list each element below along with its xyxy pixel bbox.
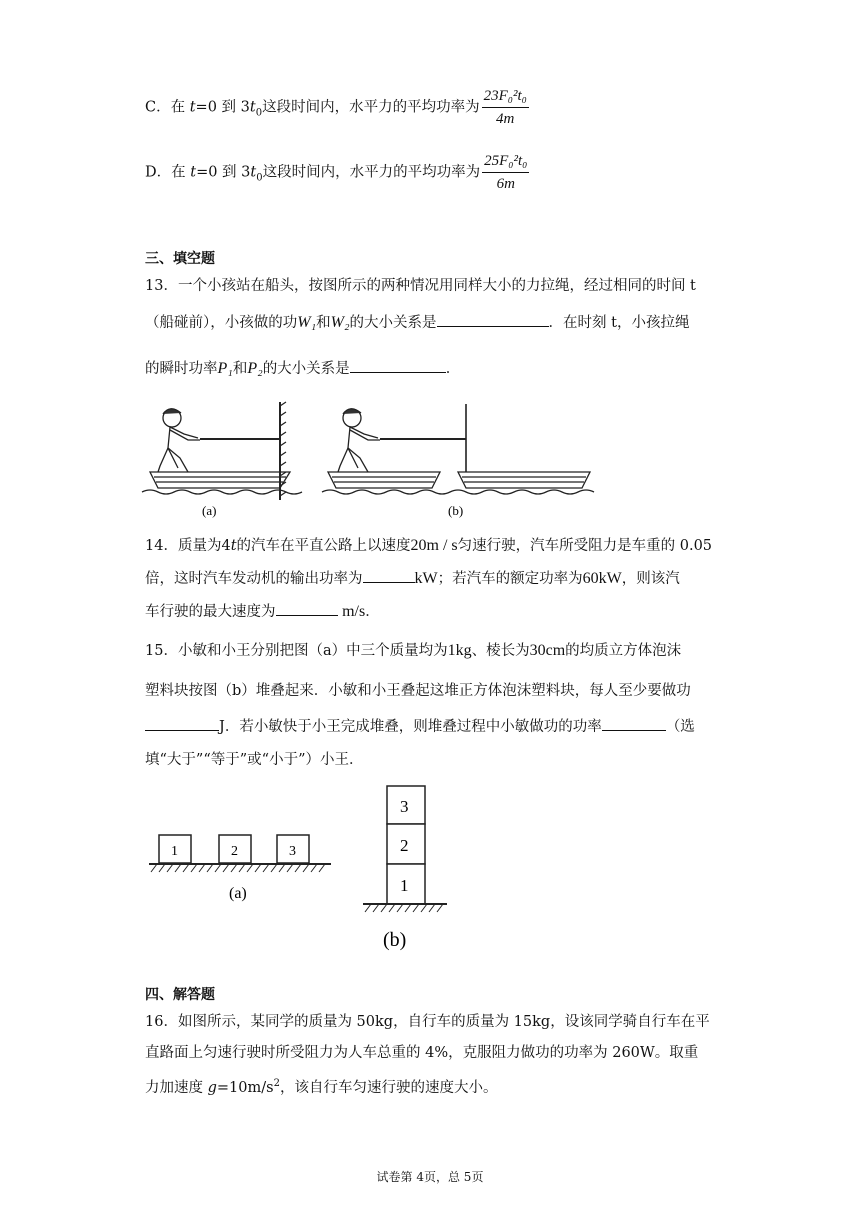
text: 倍，这时汽车发动机的输出功率为 (145, 571, 363, 587)
q15-line1 (145, 641, 717, 661)
q15-line2: 塑料块按图（b）堆叠起来．小敏和小王叠起这堆正方体泡沫塑料块，每人至少要做功 (145, 683, 691, 699)
figure-b-boy-on-boat (322, 404, 594, 494)
text: 14．质量为4 (145, 538, 231, 554)
q14-line3 (145, 601, 717, 622)
text: 的均质立方体泡沫 (565, 643, 682, 659)
q15-line3 (145, 716, 717, 737)
text: ．在时刻 t，小孩拉绳 (548, 315, 690, 331)
figure-b-label: (b) (383, 929, 407, 951)
block-label: 1 (400, 876, 409, 895)
var-g: g (207, 1079, 217, 1096)
option-c (145, 86, 717, 129)
text: 和 (316, 315, 331, 331)
text: 这段时间内，水平力的平均功率为 (262, 164, 481, 181)
q15-line4: 填“大于”“等于”或“小于”）小王． (145, 752, 364, 768)
answer-blank[interactable] (276, 601, 338, 616)
var-p1: P₁ (217, 360, 233, 377)
text: ，该自行车匀速行驶的速度大小。 (279, 1079, 498, 1096)
var-t: t (189, 99, 196, 116)
var-t: t (230, 538, 237, 554)
q16-line3 (145, 1074, 717, 1098)
text: =0 到 3 (196, 164, 251, 181)
unit: kW (414, 570, 438, 587)
q13-line2 (145, 312, 717, 333)
answer-blank[interactable] (350, 358, 446, 373)
text: 的大小关系是 (262, 361, 350, 377)
fraction (482, 151, 529, 194)
page-footer: 试卷第 4页，总 5页 (376, 1170, 484, 1184)
text: 15．小敏和小王分别把图（a）中三个质量均为 (145, 643, 448, 659)
figure-a-boy-on-boat (142, 402, 302, 500)
option-label: D．在 (145, 164, 191, 181)
fraction-denominator: 6m (496, 176, 515, 192)
subscript: 0 (256, 172, 263, 184)
text: =0 到 3 (195, 99, 250, 116)
fraction-numerator: 23F₀²t₀ (482, 86, 529, 108)
var-w2: W₂ (330, 314, 350, 331)
block-label: 3 (289, 844, 296, 859)
q13-figure (140, 396, 610, 520)
figure-a-label: (a) (202, 503, 217, 518)
text: =10m/s (216, 1079, 274, 1096)
unit: m/s (342, 603, 366, 620)
q14-line1 (145, 536, 717, 556)
text: 这段时间内，水平力的平均功率为 (262, 99, 480, 116)
text: ；若汽车的额定功率为 (437, 571, 583, 587)
figure-a-label: (a) (229, 885, 247, 902)
text: ，则该汽 (621, 571, 680, 587)
text: （选 (665, 719, 695, 735)
q13-line1: 13．一个小孩站在船头，按图所示的两种情况用同样大小的力拉绳，经过相同的时间 t (145, 278, 696, 294)
q16-line1: 16．如图所示，某同学的质量为 50kg，自行车的质量为 15kg，设该同学骑自行车在平 (145, 1014, 710, 1030)
text: 的瞬时功率 (145, 361, 218, 377)
var-w1: W₁ (297, 314, 317, 331)
option-label: C．在 (145, 99, 190, 116)
figure-b-label: (b) (448, 503, 464, 518)
fraction (482, 86, 529, 129)
var-t: t (190, 164, 197, 181)
section-heading: 四、解答题 (145, 987, 215, 1003)
answer-blank[interactable] (145, 716, 219, 731)
section-heading: 三、填空题 (145, 251, 215, 267)
block-label: 3 (400, 797, 409, 816)
text: 力加速度 (145, 1079, 208, 1096)
value: 30cm (529, 642, 566, 659)
superscript: 2 (273, 1078, 280, 1089)
q13-line3 (145, 358, 717, 379)
text: J．若小敏快于小王完成堆叠，则堆叠过程中小敏做功的功率 (219, 719, 602, 735)
fraction-denominator: 4m (496, 111, 515, 127)
q15-figure (145, 780, 465, 952)
text: 车行驶的最大速度为 (145, 604, 276, 620)
text: 的汽车在平直公路上以速度 (236, 538, 411, 554)
option-d (145, 151, 717, 194)
var-p2: P₂ (247, 360, 263, 377)
value: 60kW (582, 570, 622, 587)
answer-blank[interactable] (437, 312, 549, 327)
var-t0: t (249, 99, 256, 116)
text: 匀速行驶，汽车所受阻力是车重的 0.05 (457, 538, 713, 554)
text: 的大小关系是 (349, 315, 437, 331)
value: 20m / s (410, 537, 458, 554)
text: ． (365, 604, 380, 620)
q14-line2 (145, 568, 717, 589)
text: （船碰前），小孩做的功 (145, 315, 298, 331)
block-label: 2 (231, 844, 238, 859)
block-label: 1 (171, 844, 178, 859)
text: 和 (232, 361, 248, 377)
subscript: 0 (255, 107, 263, 119)
fraction-numerator: 25F₀²t₀ (482, 151, 529, 173)
value: 1kg (447, 642, 472, 659)
var-t0: t (250, 164, 257, 181)
answer-blank[interactable] (363, 568, 415, 583)
text: ． (445, 361, 461, 377)
block-label: 2 (400, 836, 409, 855)
answer-blank[interactable] (602, 716, 666, 731)
q16-line2: 直路面上匀速行驶时所受阻力为人车总重的 4%，克服阻力做功的功率为 260W。取重 (145, 1045, 699, 1061)
text: 、棱长为 (471, 643, 530, 659)
